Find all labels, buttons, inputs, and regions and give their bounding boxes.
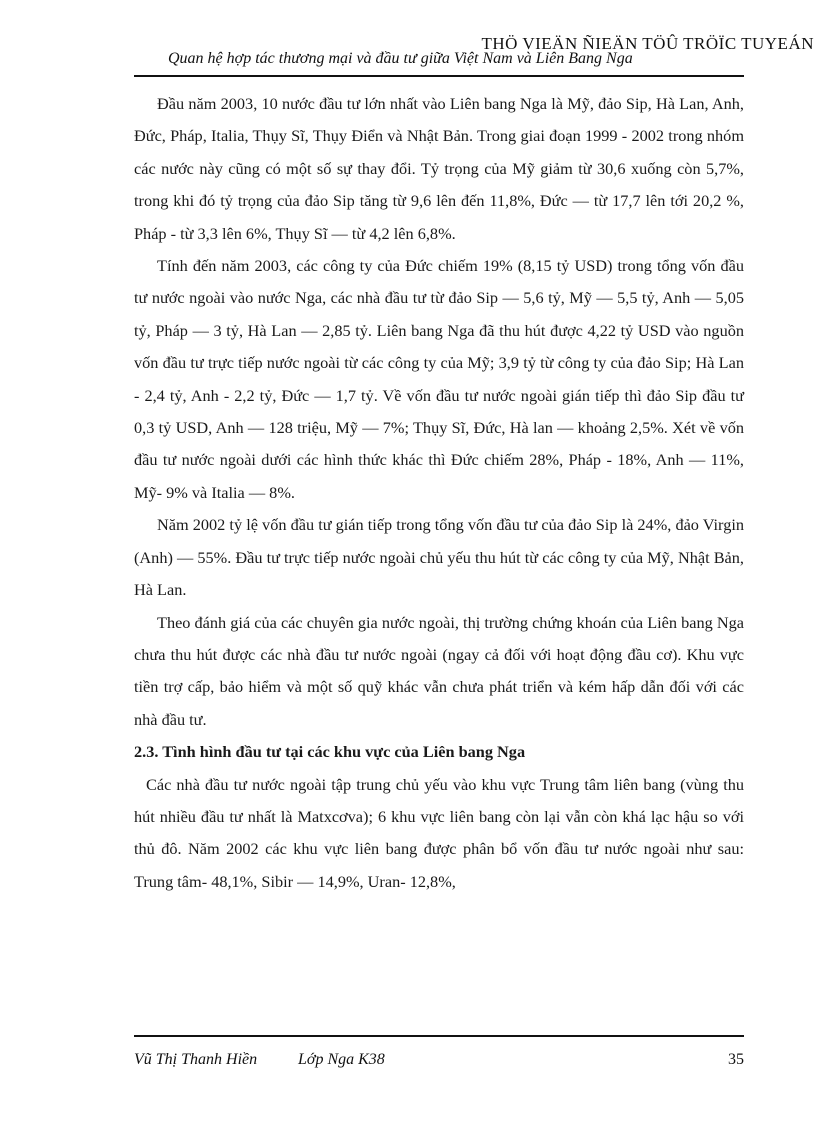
footer-author: Vũ Thị Thanh Hiền (134, 1051, 258, 1068)
paragraph: Đầu năm 2003, 10 nước đầu tư lớn nhất vào Liên bang Nga là Mỹ, đảo Sip, Hà Lan, Anh, Đức, Pháp, Italia, Thụy Sĩ, Thụy Điển và Nhật Bản. Trong giai đoạn 1999 - 2002 trong nhóm các nước này cũng có một số sự thay đổi. Tỷ trọng của Mỹ giảm từ 30,6 xuống còn 5,7%, trong khi đó tỷ trọng của đảo Sip tăng từ 9,6 lên đến 11,8%, Đức — từ 17,7 lên tới 20,2 %, Pháp - từ 3,3 lên 6%, Thụy Sĩ — từ 4,2 lên 6,8%. (134, 94, 744, 243)
running-header: Quan hệ hợp tác thương mại và đầu tư giữa Việt Nam và Liên Bang Nga (168, 50, 633, 67)
section-heading: 2.3. Tình hình đầu tư tại các khu vực của Liên bang Nga (134, 742, 526, 762)
footer-class: Lớp Nga K38 (298, 1051, 385, 1068)
watermark-text: THÖ VIEÄN ÑIEÄN TÖÛ TRÖÏC TUYEÁN (481, 34, 814, 53)
paragraph: Tính đến năm 2003, các công ty của Đức chiếm 19% (8,15 tỷ USD) trong tổng vốn đầu tư nước ngoài vào nước Nga, các nhà đầu tư từ đảo Sip — 5,6 tỷ, Mỹ — 5,5 tỷ, Anh — 5,05 tỷ, Pháp — 3 tỷ, Hà Lan — 2,85 tỷ. Liên bang Nga đã thu hút được 4,22 tỷ USD vào nguồn vốn đầu tư trực tiếp nước ngoài từ các công ty của Mỹ; 3,9 tỷ từ công ty của đảo Sip; Hà Lan - 2,4 tỷ, Anh - 2,2 tỷ, Đức — 1,7 tỷ. Về vốn đầu tư nước ngoài gián tiếp thì đảo Sip đầu tư 0,3 tỷ USD, Anh — 128 triệu, Mỹ — 7%; Thụy Sĩ, Đức, Hà lan — khoảng 2,5%. Xét về vốn đầu tư nước ngoài dưới các hình thức khác thì Đức chiếm 28%, Pháp - 18%, Anh — 11%, Mỹ- 9% và Italia — 8%. (134, 256, 744, 502)
page-body (134, 88, 744, 898)
footer-divider (134, 1035, 744, 1037)
paragraph: Các nhà đầu tư nước ngoài tập trung chủ yếu vào khu vực Trung tâm liên bang (vùng thu hút nhiều đầu tư nhất là Matxcơva); 6 khu vực liên bang còn lại vẫn còn khá lạc hậu so với thủ đô. Năm 2002 các khu vực liên bang được phân bổ vốn đầu tư nước ngoài như sau: Trung tâm- 48,1%, Sibir — 14,9%, Uran- 12,8%, (134, 774, 744, 891)
page-number: 35 (728, 1051, 744, 1068)
paragraph: Năm 2002 tỷ lệ vốn đầu tư gián tiếp trong tổng vốn đầu tư của đảo Sip là 24%, đảo Virgin (Anh) — 55%. Đầu tư trực tiếp nước ngoài chủ yếu thu hút từ các công ty của Mỹ, Nhật Bản, Hà Lan. (134, 515, 744, 600)
header-divider (134, 75, 744, 77)
paragraph: Theo đánh giá của các chuyên gia nước ngoài, thị trường chứng khoán của Liên bang Nga chưa thu hút được các nhà đầu tư nước ngoài (ngay cả đối với hoạt động đầu cơ). Khu vực tiền trợ cấp, bảo hiểm và một số quỹ khác vẫn chưa phát triển và kém hấp dẫn đối với các nhà đầu tư. (134, 612, 744, 729)
